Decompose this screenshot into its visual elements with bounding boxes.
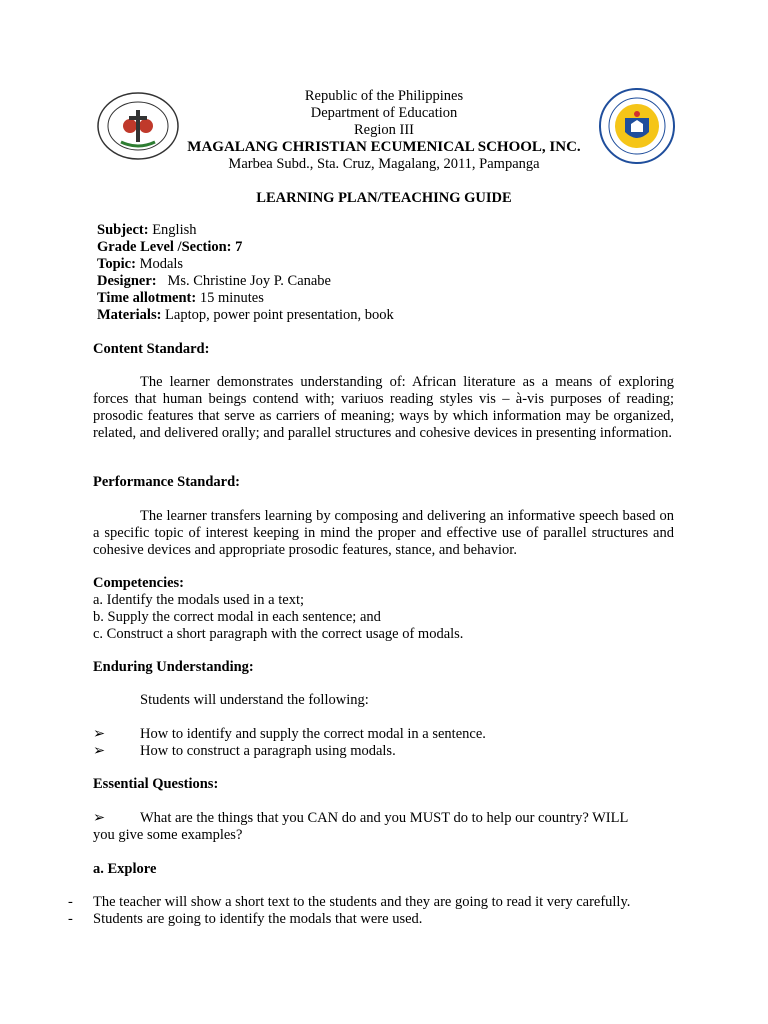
performance-standard-heading: Performance Standard: <box>93 474 240 490</box>
info-grade: Grade Level /Section: 7 <box>97 239 243 255</box>
page-title: LEARNING PLAN/TEACHING GUIDE <box>256 190 512 206</box>
school-name: MAGALANG CHRISTIAN ECUMENICAL SCHOOL, INC. <box>187 139 581 155</box>
content-standard-heading: Content Standard: <box>93 341 210 357</box>
info-designer: Designer: Ms. Christine Joy P. Canabe <box>97 273 331 289</box>
info-subject: Subject: English <box>97 222 197 238</box>
header-republic: Republic of the Philippines <box>304 88 464 104</box>
info-materials: Materials: Laptop, power point presentation, book <box>97 307 394 323</box>
arrow-bullet-icon: ➢ <box>93 743 106 759</box>
arrow-bullet-icon: ➢ <box>93 810 106 826</box>
header-region: Region III <box>354 122 414 138</box>
info-topic: Topic: Modals <box>97 256 184 272</box>
essential-question: ➢ What are the things that you CAN do and you MUST do to help our country? WILL <box>93 810 629 826</box>
competency-item: a. Identify the modals used in a text; <box>93 592 305 608</box>
enduring-intro: Students will understand the following: <box>140 692 369 708</box>
enduring-heading: Enduring Understanding: <box>93 659 254 675</box>
competencies-heading: Competencies: <box>93 575 185 591</box>
arrow-bullet-icon: ➢ <box>93 726 106 742</box>
explore-heading: a. Explore <box>93 861 157 877</box>
performance-standard-text: The learner transfers learning by composing and delivering an informative speech based on a specific topic of interest keeping in mind the proper and effective use of parallel structures and cohesive devices and appropriate prosodic features, stance, and behavior. <box>93 508 674 558</box>
enduring-item: ➢ How to identify and supply the correct modal in a sentence. <box>93 726 486 742</box>
info-time: Time allotment: 15 minutes <box>97 290 264 306</box>
school-address: Marbea Subd., Sta. Cruz, Magalang, 2011, Pampanga <box>228 156 540 172</box>
enduring-item: ➢ How to construct a paragraph using modals. <box>93 743 396 759</box>
essential-heading: Essential Questions: <box>93 776 219 792</box>
competency-item: c. Construct a short paragraph with the correct usage of modals. <box>93 626 464 642</box>
competency-item: b. Supply the correct modal in each sentence; and <box>93 609 381 625</box>
content-standard-text: The learner demonstrates understanding of: African literature as a means of exploring forces that human beings contend with; variuos reading styles vis – à-vis purposes of reading; prosodic features that serve as carriers of meaning; ways by which information may be organized, related, and delivered orally; and parallel structures and cohesive devices in presenting information. <box>93 374 674 441</box>
explore-item: - Students are going to identify the modals that were used. <box>68 911 423 927</box>
header-department: Department of Education <box>310 105 458 121</box>
explore-item: - The teacher will show a short text to the students and they are going to read it very carefully. <box>68 894 631 910</box>
essential-question-cont: you give some examples? <box>93 827 243 843</box>
